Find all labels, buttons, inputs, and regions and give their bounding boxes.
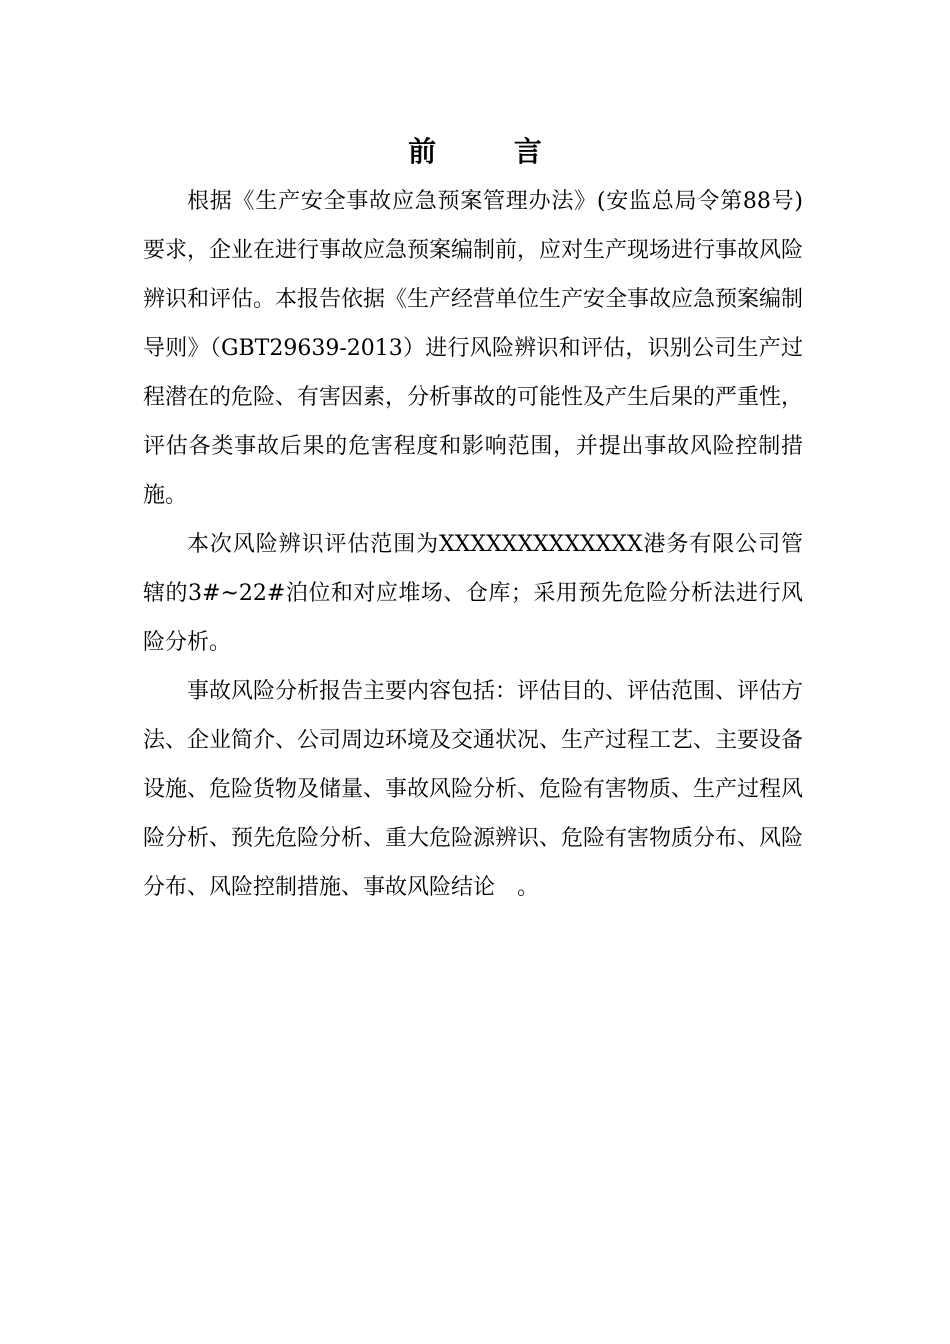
paragraph-scope: 本次风险辨识评估范围为XXXXXXXXXXXXX港务有限公司管辖的3#~22#泊位和对应堆场、仓库；采用预先危险分析法进行风险分析。 — [143, 532, 803, 655]
paragraph-contents: 事故风险分析报告主要内容包括：评估目的、评估范围、评估方法、企业简介、公司周边环境及交通状况、生产过程工艺、主要设备设施、危险货物及储量、事故风险分析、危险有害物质、生产过程风险分析、预先危险分析、重大危险源辨识、危险有害物质分布、风险分布、风险控制措施、事故风险结论 。 — [143, 679, 804, 900]
page-title: 前 言 — [408, 135, 576, 168]
body-text — [143, 177, 803, 912]
paragraph-basis: 根据《生产安全事故应急预案管理办法》(安监总局令第88号)要求，企业在进行事故应急预案编制前，应对生产现场进行事故风险辨识和评估。本报告依据《生产经营单位生产安全事故应急预案编制导则》（GBT29639-2013）进行风险辨识和评估，识别公司生产过程潜在的危险、有害因素，分析事故的可能性及产生后果的严重性，评估各类事故后果的危害程度和影响范围，并提出事故风险控制措施。 — [143, 189, 804, 508]
